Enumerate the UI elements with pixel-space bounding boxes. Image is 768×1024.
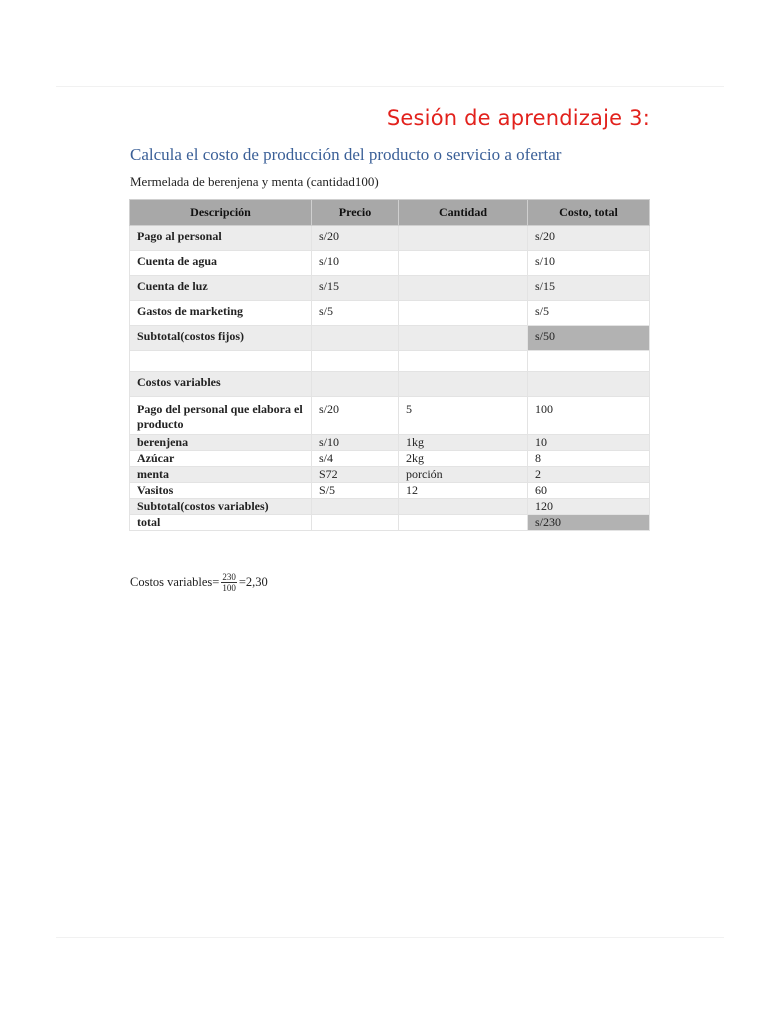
cell-price — [312, 372, 399, 397]
formula-label: Costos variables= — [130, 575, 220, 589]
cell-quantity — [399, 515, 528, 531]
header-precio: Precio — [312, 200, 399, 226]
cell-description: Costos variables — [130, 372, 312, 397]
table-row — [130, 301, 650, 326]
table-row — [130, 251, 650, 276]
cell-description: Vasitos — [130, 483, 312, 499]
cell-price — [312, 499, 399, 515]
cell-total: 10 — [528, 435, 650, 451]
cell-description: Azúcar — [130, 451, 312, 467]
table-row — [130, 226, 650, 251]
table-row — [130, 435, 650, 451]
cell-price: s/5 — [312, 301, 399, 326]
product-description: Mermelada de berenjena y menta (cantidad100) — [130, 174, 379, 189]
cell-quantity — [399, 226, 528, 251]
cell-price: s/10 — [312, 435, 399, 451]
cell-quantity — [399, 276, 528, 301]
unit-cost-formula — [130, 572, 268, 593]
cell-price: s/10 — [312, 251, 399, 276]
table-row — [130, 276, 650, 301]
cell-total — [528, 372, 650, 397]
cell-quantity: 12 — [399, 483, 528, 499]
subtotal-variable-row — [130, 499, 650, 515]
cell-quantity — [399, 499, 528, 515]
cell-price: s/4 — [312, 451, 399, 467]
cell-price — [312, 351, 399, 372]
cell-description: Cuenta de agua — [130, 251, 312, 276]
subtotal-fixed-row — [130, 326, 650, 351]
cell-description: Subtotal(costos fijos) — [130, 326, 312, 351]
page-bottom-border — [56, 937, 724, 938]
cell-quantity — [399, 301, 528, 326]
cell-description: Gastos de marketing — [130, 301, 312, 326]
cell-total: s/20 — [528, 226, 650, 251]
formula-denominator: 100 — [222, 583, 236, 593]
variable-costs-section-row — [130, 372, 650, 397]
header-costo-total: Costo, total — [528, 200, 650, 226]
cell-quantity — [399, 351, 528, 372]
formula-numerator: 230 — [222, 572, 236, 582]
session-heading: Sesión de aprendizaje 3: — [386, 106, 650, 130]
table-row — [130, 483, 650, 499]
formula-result: =2,30 — [238, 575, 268, 589]
cell-total: 2 — [528, 467, 650, 483]
cell-price: S/5 — [312, 483, 399, 499]
cell-description: Cuenta de luz — [130, 276, 312, 301]
cell-quantity — [399, 251, 528, 276]
header-cantidad: Cantidad — [399, 200, 528, 226]
cell-total: s/5 — [528, 301, 650, 326]
cell-total: 8 — [528, 451, 650, 467]
table-row — [130, 451, 650, 467]
cell-price — [312, 515, 399, 531]
cell-quantity: 1kg — [399, 435, 528, 451]
cell-description: berenjena — [130, 435, 312, 451]
total-row — [130, 515, 650, 531]
cell-description: Subtotal(costos variables) — [130, 499, 312, 515]
cell-price — [312, 326, 399, 351]
cell-price: s/20 — [312, 397, 399, 435]
cell-quantity — [399, 326, 528, 351]
header-descripcion: Descripción — [130, 200, 312, 226]
cell-total: 60 — [528, 483, 650, 499]
cell-price: S72 — [312, 467, 399, 483]
cell-description — [130, 351, 312, 372]
cell-total: 100 — [528, 397, 650, 435]
formula-fraction — [221, 572, 237, 593]
page-top-border — [56, 86, 724, 87]
cell-description: total — [130, 515, 312, 531]
cell-description: Pago del personal que elabora el producto — [130, 397, 312, 435]
table-row — [130, 397, 650, 435]
cell-total: 120 — [528, 499, 650, 515]
cell-quantity: porción — [399, 467, 528, 483]
cell-price: s/20 — [312, 226, 399, 251]
cell-total: s/15 — [528, 276, 650, 301]
cell-quantity — [399, 372, 528, 397]
cell-description: Pago al personal — [130, 226, 312, 251]
cell-description: menta — [130, 467, 312, 483]
cell-total: s/50 — [528, 326, 650, 351]
cell-price: s/15 — [312, 276, 399, 301]
cell-quantity: 2kg — [399, 451, 528, 467]
cell-total — [528, 351, 650, 372]
instruction-subheading: Calcula el costo de producción del producto o servicio a ofertar — [130, 145, 562, 164]
table-row-empty — [130, 351, 650, 372]
cell-total: s/230 — [528, 515, 650, 531]
table-row — [130, 467, 650, 483]
cell-quantity: 5 — [399, 397, 528, 435]
table-header-row — [130, 200, 650, 226]
cost-table — [129, 199, 650, 531]
cell-total: s/10 — [528, 251, 650, 276]
